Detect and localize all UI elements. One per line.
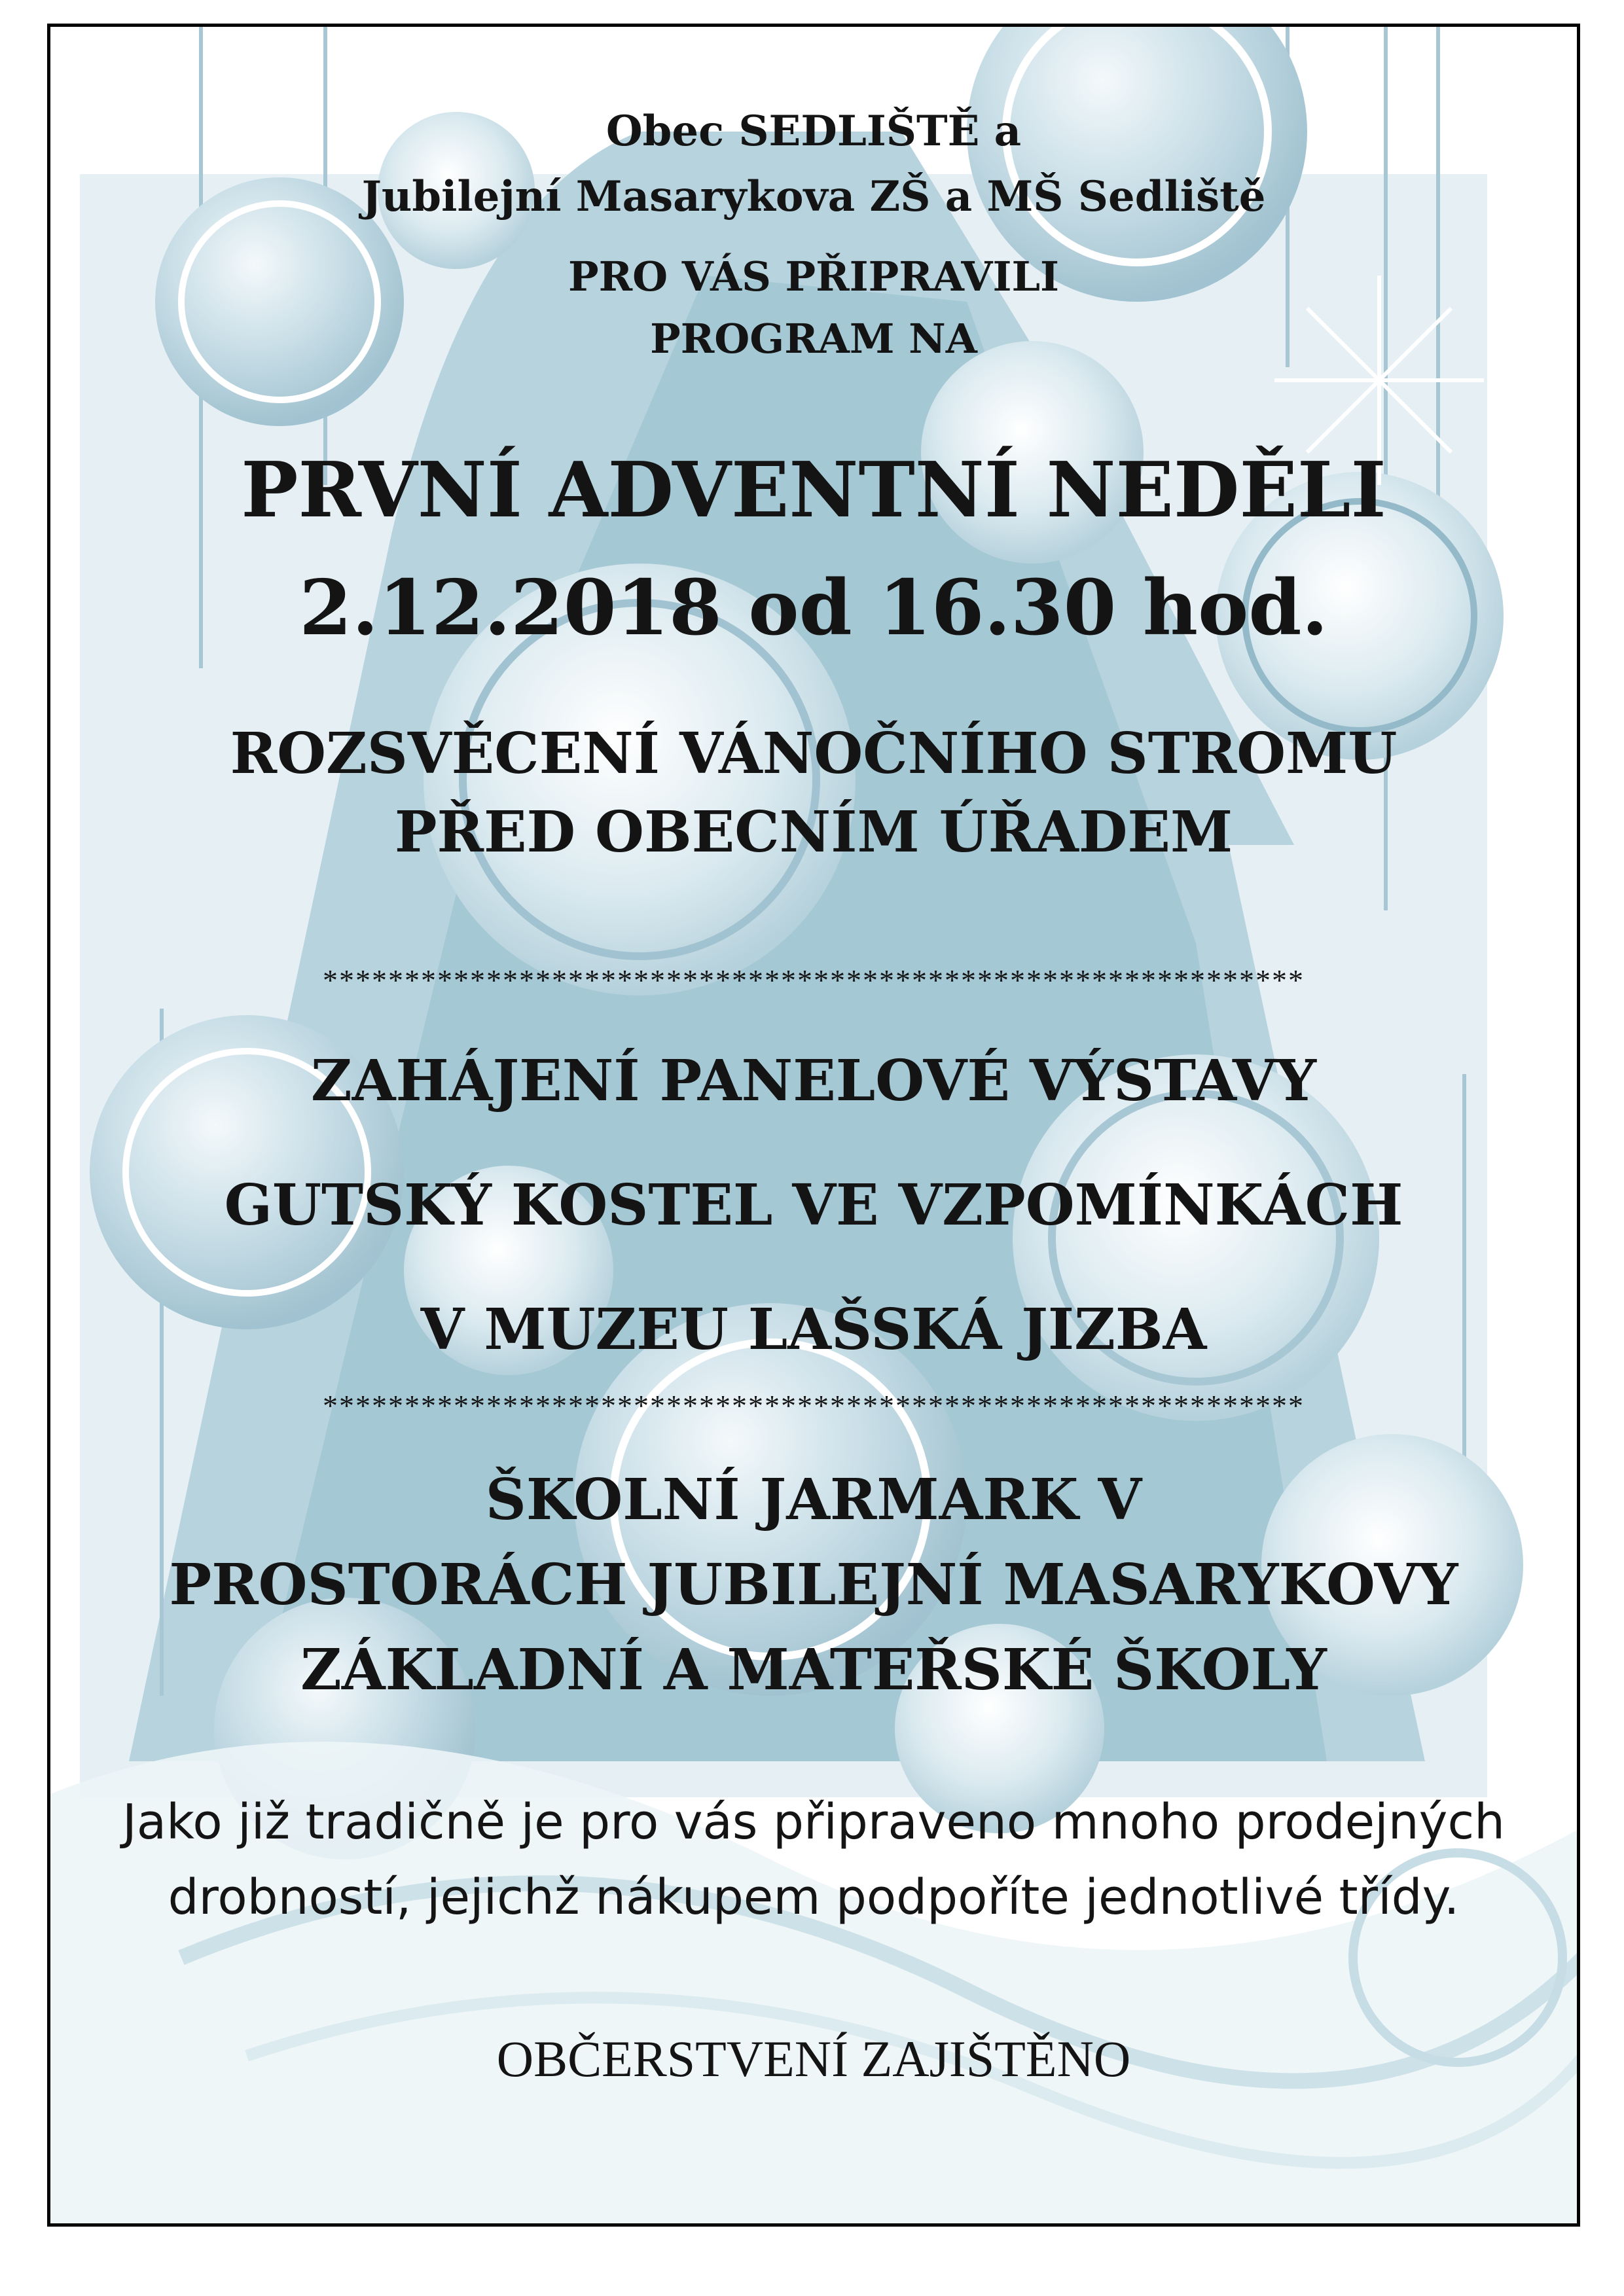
program-item-1-line-1: ROZSVĚCENÍ VÁNOČNÍHO STROMU — [230, 721, 1398, 787]
event-title: PRVNÍ ADVENTNÍ NEDĚLI — [241, 446, 1386, 535]
separator-2: ************************************************************ — [323, 1389, 1305, 1422]
program-item-3-line-1: ŠKOLNÍ JARMARK V — [485, 1467, 1142, 1533]
program-item-3-line-3: ZÁKLADNÍ A MATEŘSKÉ ŠKOLY — [300, 1637, 1327, 1703]
program-item-1-line-2: PŘED OBECNÍM ÚŘADEM — [394, 799, 1233, 865]
intro-line-1: PRO VÁS PŘIPRAVILI — [568, 253, 1060, 300]
organizer-line-1: Obec SEDLIŠTĚ a — [605, 107, 1022, 156]
info-line-1: Jako již tradičně je pro vás připraveno mnoho prodejných — [122, 1794, 1506, 1850]
program-item-2-line-1: ZAHÁJENÍ PANELOVÉ VÝSTAVY — [311, 1048, 1316, 1114]
event-date-time: 2.12.2018 od 16.30 hod. — [299, 564, 1328, 653]
info-line-2: drobností, jejichž nákupem podpoříte jednotlivé třídy. — [168, 1869, 1460, 1926]
separator-1: ************************************************************ — [323, 963, 1305, 997]
organizer-line-2: Jubilejní Masarykova ZŠ a MŠ Sedliště — [361, 172, 1266, 221]
intro-line-2: PROGRAM NA — [650, 315, 977, 363]
program-item-2-line-3: V MUZEU LAŠSKÁ JIZBA — [420, 1297, 1207, 1363]
program-item-3-line-2: PROSTORÁCH JUBILEJNÍ MASARYKOVY — [169, 1552, 1458, 1618]
program-item-2-line-2: GUTSKÝ KOSTEL VE VZPOMÍNKÁCH — [224, 1172, 1403, 1238]
refreshments-note: OBČERSTVENÍ ZAJIŠTĚNO — [496, 2030, 1131, 2087]
poster-frame — [47, 24, 1580, 2227]
